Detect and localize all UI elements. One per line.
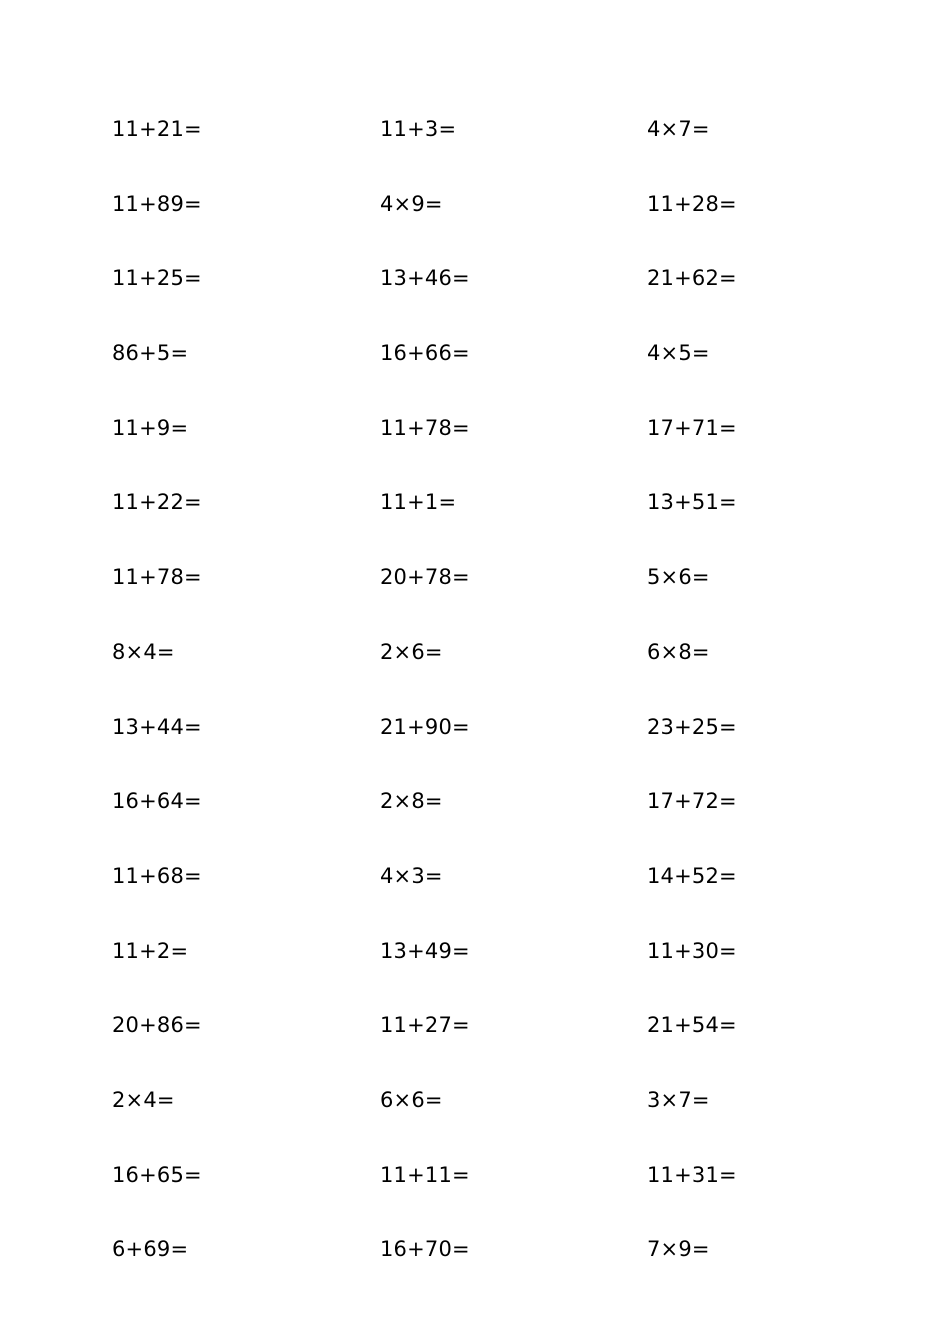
math-problem: 11+22= bbox=[112, 490, 202, 515]
math-problem: 6+69= bbox=[112, 1237, 189, 1262]
math-problem: 20+86= bbox=[112, 1013, 202, 1038]
math-problem: 13+49= bbox=[380, 938, 470, 963]
math-problem: 11+30= bbox=[647, 938, 737, 963]
math-problem: 23+25= bbox=[647, 714, 737, 739]
math-problem: 11+25= bbox=[112, 266, 202, 291]
math-problem: 7×9= bbox=[647, 1237, 710, 1262]
math-problem: 13+51= bbox=[647, 490, 737, 515]
math-problem: 14+52= bbox=[647, 863, 737, 888]
math-problem: 11+89= bbox=[112, 191, 202, 216]
math-problem: 17+72= bbox=[647, 789, 737, 814]
math-problem: 16+64= bbox=[112, 789, 202, 814]
math-problem: 3×7= bbox=[647, 1087, 710, 1112]
math-problem: 11+1= bbox=[380, 490, 457, 515]
math-problem: 11+11= bbox=[380, 1162, 470, 1187]
math-problem: 11+3= bbox=[380, 117, 457, 141]
math-problem: 4×7= bbox=[647, 117, 710, 141]
math-problem: 11+27= bbox=[380, 1013, 470, 1038]
math-problem: 17+71= bbox=[647, 415, 737, 440]
math-problem: 21+54= bbox=[647, 1013, 737, 1038]
math-problem: 11+2= bbox=[112, 938, 189, 963]
math-problem: 20+78= bbox=[380, 565, 470, 590]
math-problem: 2×8= bbox=[380, 789, 443, 814]
math-problem: 21+62= bbox=[647, 266, 737, 291]
problem-grid bbox=[112, 111, 912, 1306]
math-problem: 13+44= bbox=[112, 714, 202, 739]
math-problem: 11+28= bbox=[647, 191, 737, 216]
math-problem: 11+78= bbox=[112, 565, 202, 590]
math-problem: 5×6= bbox=[647, 565, 710, 590]
math-problem: 2×4= bbox=[112, 1087, 175, 1112]
math-problem: 2×6= bbox=[380, 639, 443, 664]
math-problem: 11+78= bbox=[380, 415, 470, 440]
math-problem: 11+31= bbox=[647, 1162, 737, 1187]
math-problem: 13+46= bbox=[380, 266, 470, 291]
math-problem: 21+90= bbox=[380, 714, 470, 739]
math-problem: 6×6= bbox=[380, 1087, 443, 1112]
math-problem: 4×5= bbox=[647, 341, 710, 366]
math-problem: 86+5= bbox=[112, 341, 189, 366]
math-problem: 6×8= bbox=[647, 639, 710, 664]
math-problem: 11+21= bbox=[112, 117, 202, 141]
math-problem: 16+66= bbox=[380, 341, 470, 366]
math-problem: 8×4= bbox=[112, 639, 175, 664]
math-problem: 16+70= bbox=[380, 1237, 470, 1262]
math-problem: 11+9= bbox=[112, 415, 189, 440]
math-problem: 4×3= bbox=[380, 863, 443, 888]
math-problem: 11+68= bbox=[112, 863, 202, 888]
math-problem: 16+65= bbox=[112, 1162, 202, 1187]
math-problem: 4×9= bbox=[380, 191, 443, 216]
